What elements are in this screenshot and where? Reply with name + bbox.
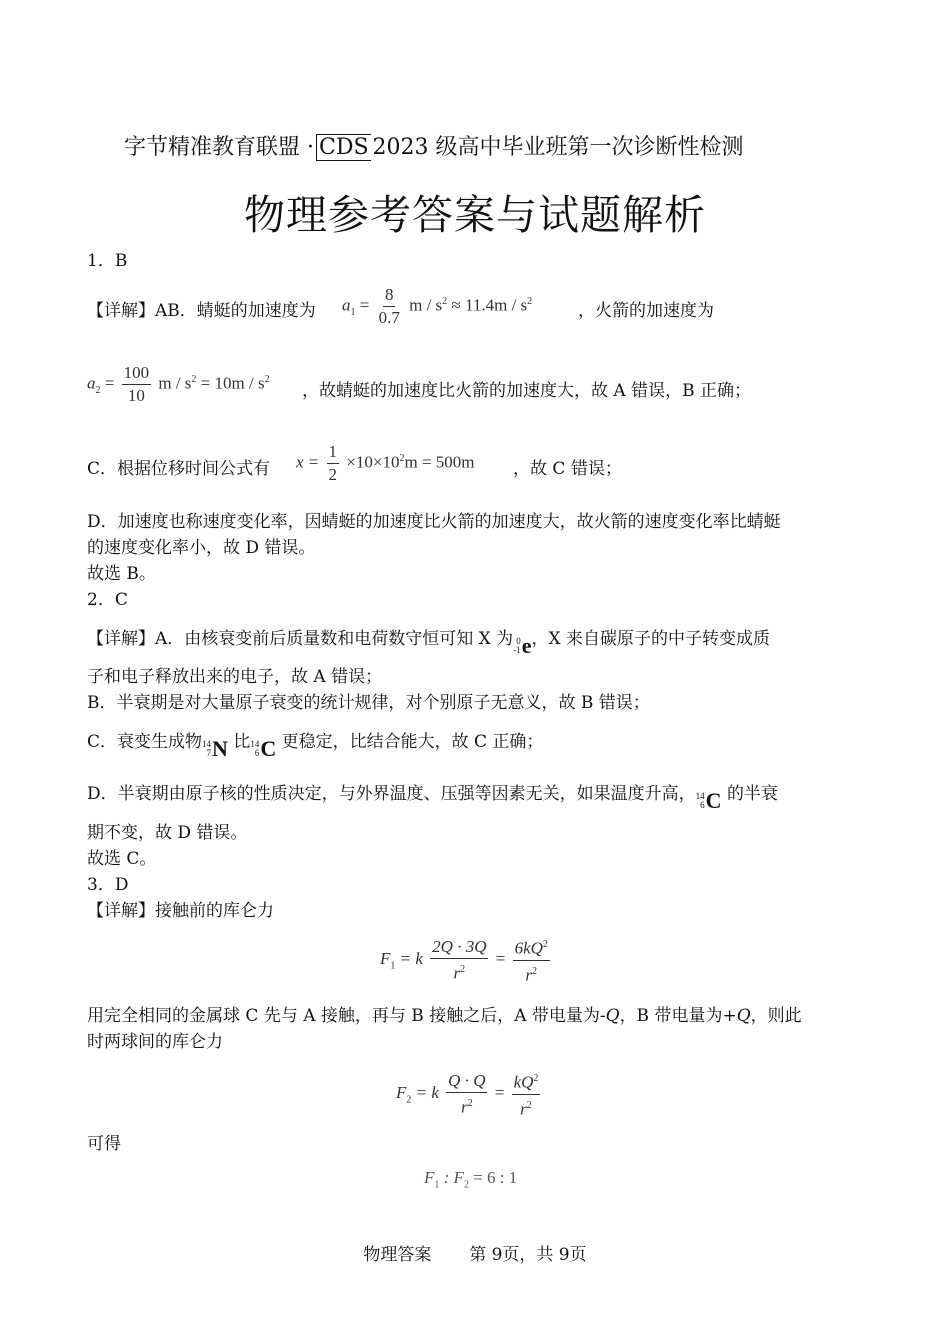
footer-page-number: 第 9页，共 9页 bbox=[469, 1245, 587, 1265]
q2-answer: 2．C bbox=[87, 590, 128, 610]
q1-a2-formula: $a_2$ = $\frac{100}{10}$ $m / s^2 = 10m / s^2$ bbox=[87, 363, 270, 405]
q3-f2-formula: $F_2 = k$ $\frac{Q \cdot Q}{r^2}$ = $\frac{kQ^2}{r^2}$ bbox=[396, 1068, 543, 1120]
q3-line1: 用完全相同的金属球 C 先与 A 接触，再与 B 接触之后，A 带电量为-Q，B 带电量为+Q，则此 bbox=[87, 1006, 802, 1026]
q2-a-line1: 【详解】A．由核衰变前后质量数和电荷数守恒可知 X 为 0 -1 e ，X 来自碳原子的中子转变成质 bbox=[87, 629, 770, 658]
q1-detail-prefix: 【详解】AB．蜻蜓的加速度为 bbox=[87, 301, 316, 321]
q2-c-line: C．衰变生成物 14 7 N 比 14 6 C 更稳定，比结合能大，故 C 正确； bbox=[87, 732, 544, 761]
carbon-symbol: 14 6 C bbox=[250, 736, 277, 761]
q1-answer: 1．B bbox=[87, 251, 128, 271]
q3-answer: 3．D bbox=[87, 875, 129, 895]
cds-logo-box: CDS bbox=[316, 134, 371, 161]
footer-name: 物理答案 bbox=[363, 1245, 432, 1265]
exam-header bbox=[124, 130, 744, 161]
q1-x-formula: x = $\frac{1}{2}$ $\times 10\times 10^2m = 500m$ bbox=[296, 442, 475, 484]
q1-after-a1: ，火箭的加速度为 bbox=[578, 301, 714, 321]
q1-d-line2: 的速度变化率小，故 D 错误。 bbox=[87, 538, 316, 558]
q2-choose: 故选 C。 bbox=[87, 849, 157, 869]
q1-detail-ab bbox=[87, 300, 316, 322]
page-title: 物理参考答案与试题解析 bbox=[244, 191, 706, 239]
carbon-symbol-2: 14 6 C bbox=[695, 788, 722, 813]
q1-c-prefix: C．根据位移时间公式有 bbox=[87, 459, 271, 479]
q2-b-line: B．半衰期是对大量原子衰变的统计规律，对个别原子无意义，故 B 错误； bbox=[87, 693, 650, 713]
q3-ratio-formula: $F_1$ : $F_2 = 6$ : 1 bbox=[424, 1168, 518, 1191]
electron-symbol: 0 -1 e bbox=[513, 633, 532, 658]
q1-d-line1: D．加速度也称速度变化率，因蜻蜓的加速度比火箭的加速度大，故火箭的速度变化率比蜻蜓 bbox=[87, 512, 781, 532]
q1-a1-formula: $a_1$ = $\frac{8}{0.7}$ $m / s^2 \approx 11.4m / s^2$ bbox=[342, 285, 533, 327]
q1-choose: 故选 B。 bbox=[87, 564, 156, 584]
q2-d-line2: 期不变，故 D 错误。 bbox=[87, 823, 248, 843]
header-suffix: 2023 级高中毕业班第一次诊断性检测 bbox=[372, 135, 744, 160]
page-footer bbox=[0, 1240, 950, 1265]
q2-a-line2: 子和电子释放出来的电子，故 A 错误； bbox=[87, 667, 383, 687]
q2-d-line1: D．半衰期由原子核的性质决定，与外界温度、压强等因素无关，如果温度升高， 14 6 C 的半衰 bbox=[87, 784, 778, 813]
q1-c-suffix: ，故 C 错误； bbox=[513, 459, 622, 479]
q3-f1-formula: $F_1 = k$ $\frac{2Q \cdot 3Q}{r^2}$ = $\frac{6kQ^2}{r^2}$ bbox=[380, 934, 553, 986]
nitrogen-symbol: 14 7 N bbox=[202, 736, 228, 761]
q3-keyi: 可得 bbox=[87, 1134, 121, 1154]
q3-detail: 【详解】接触前的库仑力 bbox=[87, 901, 274, 921]
q3-line2: 时两球间的库仑力 bbox=[87, 1032, 223, 1052]
q1-after-a2: ，故蜻蜓的加速度比火箭的加速度大，故 A 错误，B 正确； bbox=[302, 381, 751, 401]
header-prefix: 字节精准教育联盟 · bbox=[124, 135, 314, 160]
